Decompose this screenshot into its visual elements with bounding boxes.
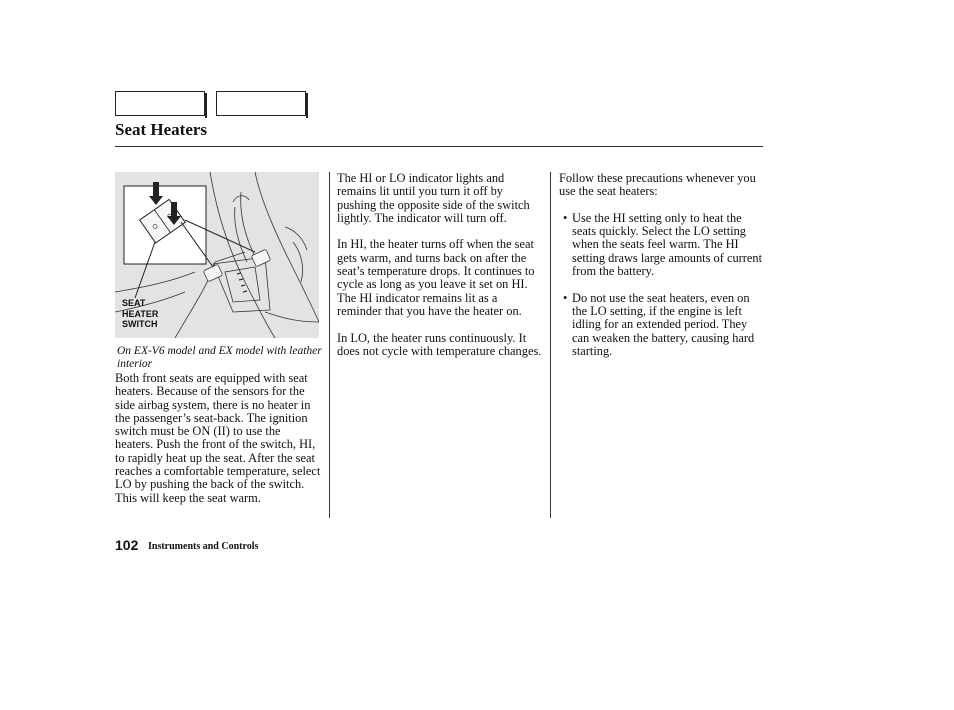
- paragraph: The HI or LO indicator lights and remains lit until you turn it off by pushing the opposite side of the switch lightly. The indicator will turn off.: [337, 171, 530, 225]
- precautions-intro: Follow these precautions whenever you use the seat heaters:: [559, 171, 756, 199]
- seat-heater-illustration: [115, 172, 319, 338]
- title-rule: [115, 146, 763, 147]
- precautions-list: [559, 212, 764, 358]
- column-2: [337, 172, 542, 371]
- nav-tab-box-1[interactable]: [115, 91, 205, 116]
- paragraph: In LO, the heater runs continuously. It does not cycle with temperature changes.: [337, 330, 542, 358]
- list-item: • Use the HI setting only to heat the seats quickly. Select the LO setting when the seats feel warm. The HI setting draws large amounts of current from the battery.: [559, 212, 764, 278]
- section-name: Instruments and Controls: [148, 541, 259, 552]
- list-item: • Do not use the seat heaters, even on the LO setting, if the engine is left idling for an extended period. They can weaken the battery, causing hard starting.: [559, 292, 764, 358]
- nav-tab-box-2[interactable]: [216, 91, 306, 116]
- paragraph: Both front seats are equipped with seat heaters. Because of the sensors for the side airbag system, there is no heater in the passenger’s seat-back. The ignition switch must be ON (II) to use the heaters. Push the front of the switch, HI, to rapidly heat up the seat. After the seat reaches a comfortable temperature, select LO by pushing the back of the switch. This will keep the seat warm.: [115, 371, 321, 505]
- column-1: [115, 372, 321, 505]
- page-number: 102: [115, 537, 139, 553]
- figure-caption: On EX-V6 model and EX model with leather interior: [117, 345, 322, 370]
- column-divider-1: [329, 172, 330, 518]
- paragraph: In HI, the heater turns off when the seat gets warm, and turns back on after the seat’s temperature drops. It continues to cycle as long as you leave it set on HI. The HI indicator remains lit as a reminder that you have the heater on.: [337, 237, 535, 318]
- figure-label: SEAT HEATER SWITCH: [122, 298, 159, 329]
- column-divider-2: [550, 172, 551, 518]
- page-title: Seat Heaters: [115, 120, 208, 139]
- column-3: [559, 172, 764, 371]
